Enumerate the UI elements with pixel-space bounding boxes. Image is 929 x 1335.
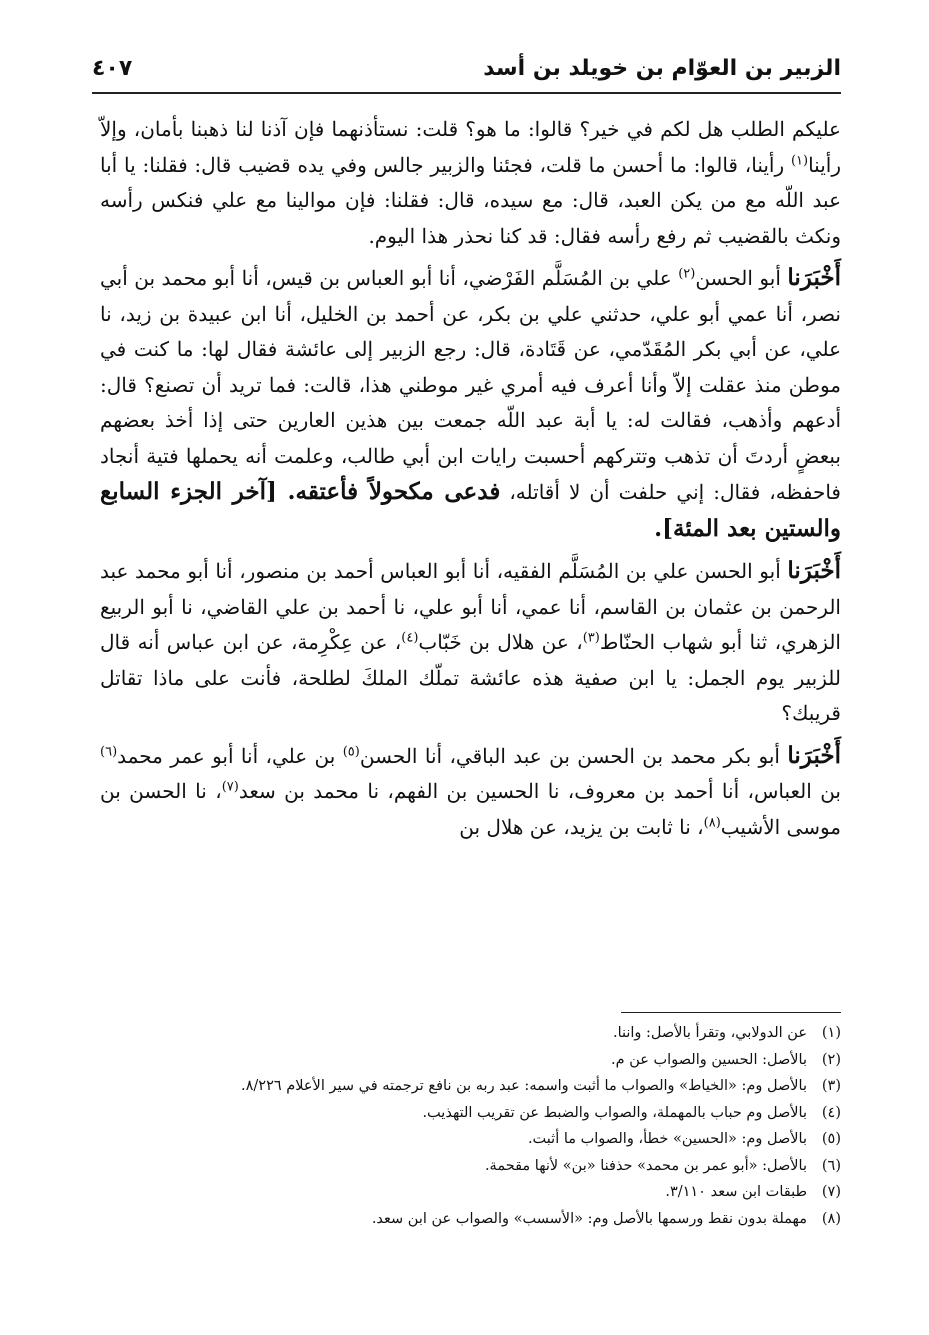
- paragraph-text: عليكم الطلب هل لكم في خير؟ قالوا: ما هو؟ قلت: نستأذنهما فإن آذنا لنا ذهبنا بأمان، وإلاّ رأينا: [100, 117, 841, 177]
- paragraph-text: أبو بكر محمد بن الحسن بن عبد الباقي، أنا الحسن: [359, 743, 788, 768]
- footnote-ref: (١): [790, 152, 809, 168]
- footnote-ref: (٥): [342, 743, 360, 759]
- bold-text: أَخْبَرَنا: [787, 557, 841, 584]
- footnote-number: (٢): [821, 1051, 841, 1068]
- paragraph-text: ، عن عِكْرِمة، عن ابن عباس أنه قال للزبير يوم الجمل: يا ابن صفية هذه عائشة تملّك الملكَ لطلحة، فأنت على ماذا تقاتل قريبك؟: [100, 630, 841, 725]
- main-text: [100, 112, 841, 851]
- footnote: [100, 1153, 841, 1180]
- footnote-ref: (٧): [221, 779, 239, 795]
- footnote-number: (٤): [821, 1104, 841, 1121]
- page-number: ٤٠٧: [92, 56, 133, 81]
- footnote-text: بالأصل وم حباب بالمهملة، والصواب والضبط عن تقريب التهذيب.: [422, 1104, 807, 1121]
- paragraph-text: بن العباس، أنا أحمد بن معروف، نا الحسين بن الفهم، نا محمد بن سعد: [238, 779, 842, 803]
- paragraph-text: ، نا ثابت بن يزيد، عن هلال بن: [459, 814, 704, 839]
- footnote: [100, 1206, 841, 1233]
- footnote-text: عن الدولابي، وتقرأ بالأصل: واننا.: [612, 1025, 807, 1041]
- paragraph: [100, 738, 841, 846]
- footnote: [100, 1126, 841, 1153]
- paragraph-text: ، عن هلال بن خَبّاب: [418, 630, 583, 654]
- paragraph-text: رأينا، قالوا: ما أحسن ما قلت، فجئنا والزبير جالس وفي يده قضيب قال: فقلنا: يا أبا عبد اللّه مع من يكن العبد، قال: مع سيده، قال: فقلنا: فإن موالينا مع علي فنكس رأسه ونكث بالقضيب ثم رفع رأسه فقال: قد كنا نحذر هذا اليوم.: [100, 152, 841, 248]
- footnote-number: (٧): [821, 1184, 841, 1200]
- paragraph-text: أبو الحسن علي بن المُسَلَّم الفقيه، أنا أبو العباس أحمد بن منصور، أنا أبو محمد عبد الرحمن بن عثمان بن القاسم، أنا عمي، أنا أبو علي، نا أحمد بن علي القاضي، نا أبو الربيع الزهري، ثنا أبو شهاب الحنّاط: [100, 559, 841, 654]
- header-title: الزبير بن العوّام بن خويلد بن أسد: [483, 56, 841, 81]
- footnote-number: (٥): [821, 1131, 841, 1147]
- footnote: [100, 1100, 841, 1127]
- paragraph-text: علي بن المُسَلَّم الفَرْضي، أنا أبو العباس بن قيس، أنا أبو محمد بن أبي نصر، أنا عمي أبو علي، حدثني علي بن بكر، عن أحمد بن الخليل، أنا ابن عبيدة بن زيد، نا علي، عن أبي بكر المُقَدّمي، عن قَتَادة، قال: رجع الزبير إلى عائشة فقال لها: ما كنت في موطن منذ عقلت إلاّ وأنا أعرف فيه أمري غير موطني هذا، قالت: فما تريد أن تصنع؟ قال: أدعهم وأذهب، فقالت له: يا أبة عبد اللّه جمعت بين هذين العارين حتى إذا أخذ بعضهم ببعضٍ أردتَ أن تذهب وتتركهم أحسبت رايات ابن أبي طالب، وعلمت أنه يحملها فتية أنجاد فاحفظه، فقال: إني حلفت أن لا أقاتله،: [100, 266, 841, 504]
- footnote: [100, 1047, 841, 1074]
- footnote-ref: (٣): [582, 630, 600, 646]
- footnote: [100, 1179, 841, 1206]
- footnote-text: بالأصل: الحسين والصواب عن م.: [611, 1051, 807, 1068]
- bold-text: أَخْبَرَنا: [787, 264, 841, 291]
- paragraph-text: أبو الحسن: [695, 266, 788, 290]
- footnote-number: (٣): [821, 1078, 841, 1094]
- footnotes-list: [100, 1020, 841, 1232]
- bold-text: فدعى مكحولاً فأعتقه. [آخر الجزء السابع والستين بعد المئة].: [100, 478, 841, 542]
- footnote-ref: (٦): [100, 743, 118, 759]
- footnote-ref: (٨): [703, 814, 721, 830]
- paragraph: [100, 260, 841, 547]
- paragraph: [100, 553, 841, 732]
- footnote-text: بالأصل وم: «الحسين» خطأ، والصواب ما أثبت.: [527, 1131, 807, 1147]
- paragraph: [100, 112, 841, 254]
- header-rule: [92, 92, 841, 94]
- footnote-ref: (٢): [678, 266, 696, 282]
- bold-text: أَخْبَرَنا: [787, 741, 841, 769]
- footnote-number: (٦): [821, 1157, 841, 1174]
- footnote-text: مهملة بدون نقط ورسمها بالأصل وم: «الأسسب» والصواب عن ابن سعد.: [371, 1210, 807, 1227]
- running-header: [92, 56, 841, 90]
- footnote-number: (١): [821, 1025, 841, 1041]
- footnote-text: طبقات ابن سعد ٣/١١٠.: [665, 1184, 807, 1200]
- footnote: [100, 1020, 841, 1047]
- footnote-number: (٨): [821, 1210, 841, 1227]
- footnote-text: بالأصل: «أبو عمر بن محمد» حذفنا «بن» لأنها مقحمة.: [484, 1157, 807, 1174]
- paragraph-text: بن علي، أنا أبو عمر محمد: [117, 743, 343, 768]
- footnote-rule: [621, 1012, 841, 1013]
- paragraph-text: ، نا الحسن بن موسى الأشيب: [100, 779, 841, 839]
- footnote: [100, 1073, 841, 1100]
- footnote-text: بالأصل وم: «الخياط» والصواب ما أثبت واسمه: عبد ربه بن نافع ترجمته في سير الأعلام ٨/٢٢٦.: [241, 1078, 807, 1094]
- footnote-ref: (٤): [401, 630, 419, 646]
